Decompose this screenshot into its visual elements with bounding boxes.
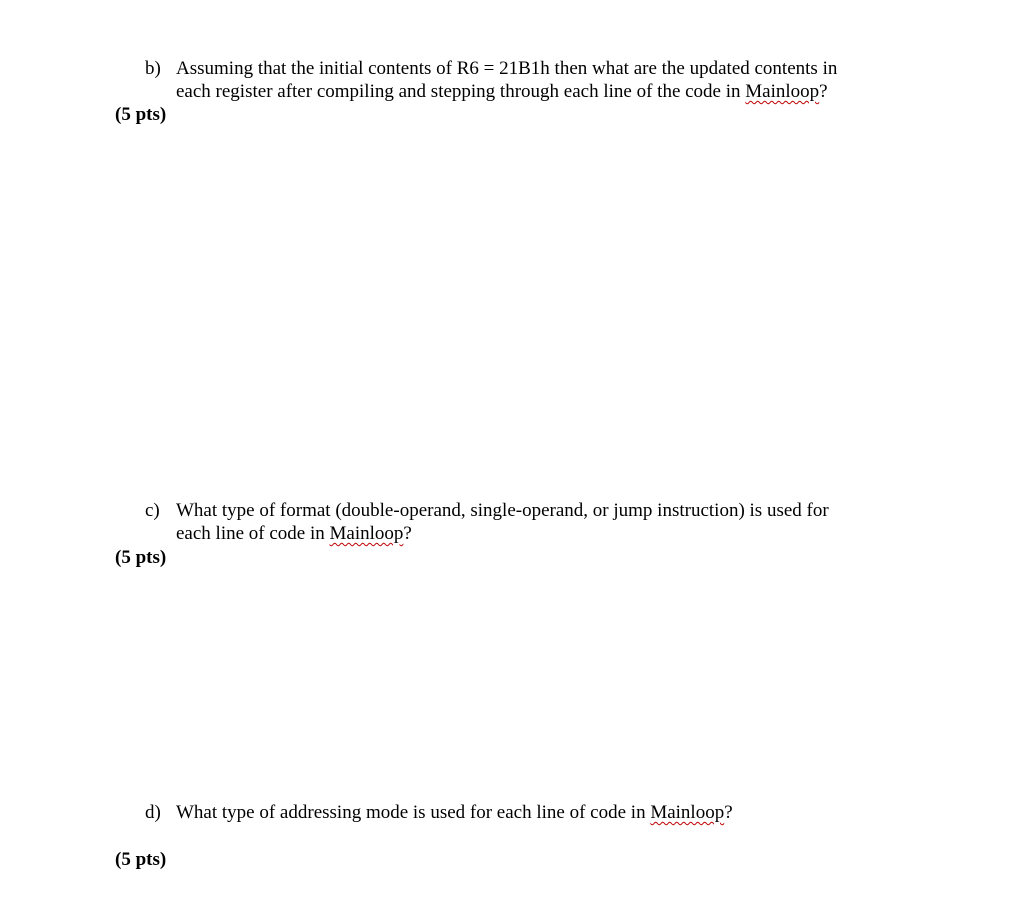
question-b-text [176, 57, 896, 103]
question-d-label: d) [145, 802, 161, 823]
question-b-points: (5 pts) [115, 104, 167, 125]
question-d-mainloop-word: Mainloop [650, 802, 725, 823]
question-d-points: (5 pts) [115, 849, 167, 870]
question-c-line-2-suffix: ? [403, 523, 412, 544]
question-c-points: (5 pts) [115, 547, 167, 568]
question-b-line-2 [176, 80, 896, 103]
question-c-line-1: What type of format (double-operand, single-operand, or jump instruction) is used for [176, 500, 829, 521]
question-b-mainloop-word: Mainloop [745, 81, 820, 102]
question-d-text [176, 801, 896, 824]
question-d-line-1-suffix: ? [724, 802, 733, 823]
question-b-line-2-suffix: ? [819, 81, 828, 102]
question-d-line-1-prefix: What type of addressing mode is used for each line of code in [176, 802, 651, 823]
question-b-line-1: Assuming that the initial contents of R6 = 21B1h then what are the updated contents in [176, 58, 838, 79]
question-c-label: c) [145, 500, 160, 521]
question-c-line-2 [176, 522, 896, 545]
question-d-line-1 [176, 801, 896, 824]
question-c-mainloop-word: Mainloop [329, 523, 404, 544]
question-b-label: b) [145, 58, 161, 79]
question-c-text [176, 499, 896, 545]
question-b-line-2-prefix: each register after compiling and stepping through each line of the code in [176, 81, 746, 102]
question-c-line-2-prefix: each line of code in [176, 523, 330, 544]
